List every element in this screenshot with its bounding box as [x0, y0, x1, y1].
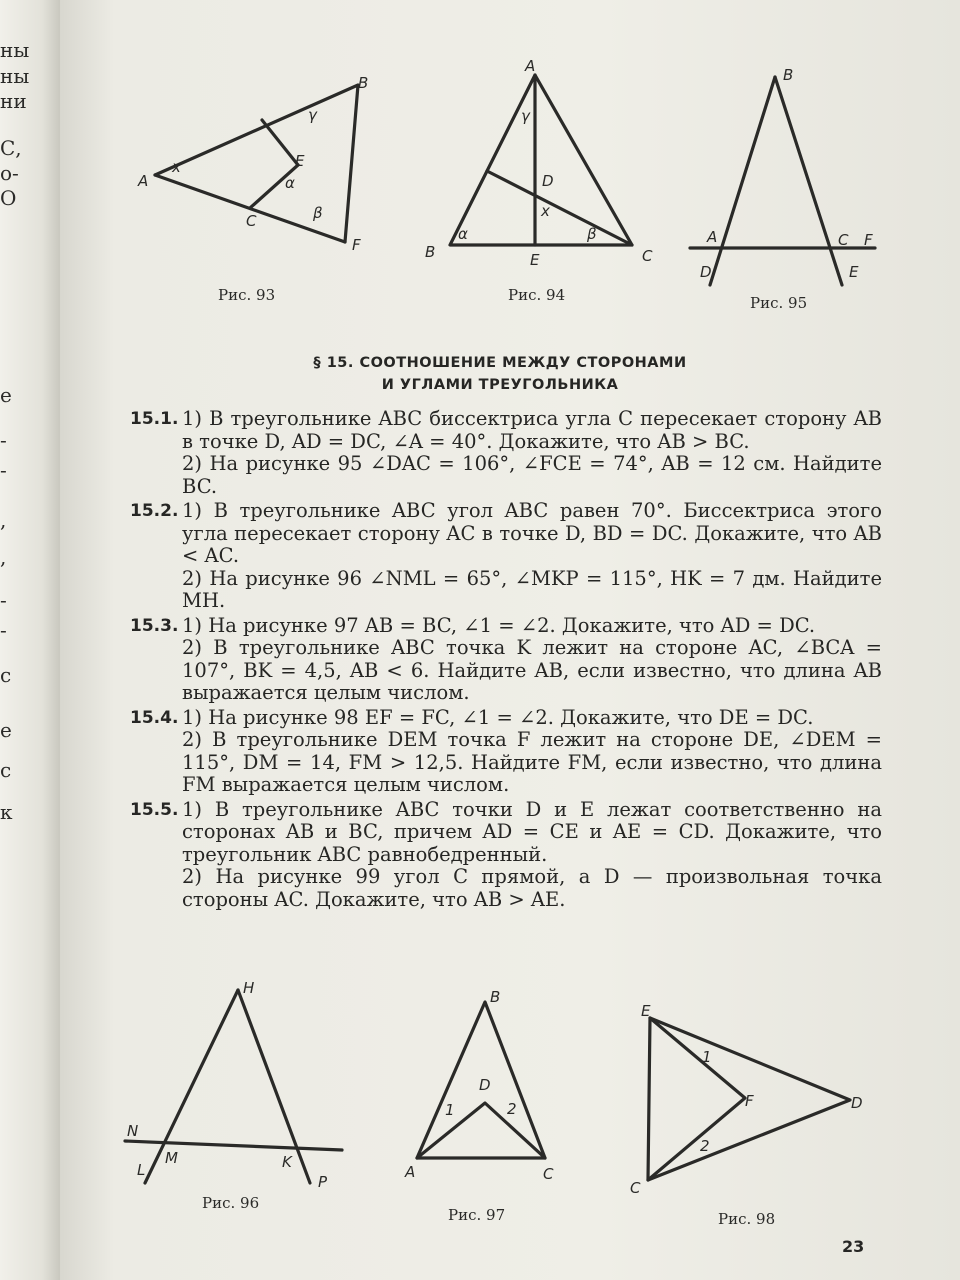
figure-94-caption: Рис. 94: [508, 286, 566, 304]
problem-number: 15.3.: [130, 615, 179, 636]
previous-page-fragment: с: [0, 758, 12, 782]
previous-page-fragment: -: [0, 618, 7, 642]
section-title-line-1: § 15. СООТНОШЕНИЕ МЕЖДУ СТОРОНАМИ: [313, 355, 687, 371]
fig93-label-B: B: [358, 74, 369, 92]
problem-part: 1) В треугольнике ABC биссектриса угла C пересекает сторону AB в точке D, AD = DC, ∠A = 40°. Докажите, что AB > BC.: [182, 407, 882, 453]
fig95-label-C: C: [838, 231, 849, 249]
fig96-label-P: P: [318, 1173, 328, 1191]
fig97-label-B: B: [490, 988, 501, 1006]
fig96-label-K: K: [282, 1153, 292, 1171]
figure-96-caption: Рис. 96: [202, 1194, 260, 1212]
fig96-label-M: M: [165, 1149, 178, 1167]
figure-97-caption: Рис. 97: [448, 1206, 506, 1224]
fig94-label-x: x: [541, 202, 550, 220]
fig98-label-D: D: [851, 1094, 863, 1112]
fig95-label-B: B: [783, 66, 794, 84]
problem-number: 15.2.: [130, 501, 179, 521]
fig94-label-beta: β: [587, 225, 597, 243]
previous-page-fragment: о-: [0, 161, 19, 185]
fig97-label-D: D: [479, 1076, 491, 1094]
fig96-label-H: H: [243, 979, 255, 997]
fig93-label-alpha: α: [285, 174, 295, 192]
problem-part: 2) На рисунке 99 угол C прямой, а D — произвольная точка стороны AC. Докажите, что AB > AE.: [182, 865, 882, 911]
fig93-label-E: E: [295, 152, 305, 170]
problem-15-2: [130, 500, 882, 613]
problem-part: 1) На рисунке 97 AB = BC, ∠1 = ∠2. Докажите, что AD = DC.: [182, 613, 816, 637]
figure-96: [120, 975, 355, 1190]
fig98-label-F: F: [745, 1092, 754, 1110]
fig94-label-alpha: α: [458, 225, 468, 243]
problem-part: 2) В треугольнике ABC точка K лежит на стороне AC, ∠BCA = 107°, BK = 4,5, AB < 6. Найдите AB, если известно, что длина AB выражается целым числом.: [182, 636, 882, 704]
fig98-label-2: 2: [700, 1137, 710, 1155]
previous-page-fragment: е: [0, 718, 12, 742]
problem-part: 1) На рисунке 98 EF = FC, ∠1 = ∠2. Докажите, что DE = DC.: [182, 705, 814, 729]
problem-number: 15.4.: [130, 707, 179, 728]
fig96-label-L: L: [137, 1161, 146, 1179]
fig93-label-A: A: [138, 172, 149, 190]
fig97-label-2: 2: [507, 1100, 517, 1118]
previous-page-fragment: ни: [0, 89, 27, 113]
previous-page-fragment: -: [0, 428, 7, 452]
fig94-label-B: B: [425, 243, 436, 261]
fig93-label-C: C: [246, 212, 257, 230]
figure-95-caption: Рис. 95: [750, 294, 808, 312]
section-title-line-2: И УГЛАМИ ТРЕУГОЛЬНИКА: [381, 377, 619, 393]
figure-94: [420, 55, 660, 270]
figure-93: [130, 60, 370, 280]
previous-page-fragment: С,: [0, 136, 22, 160]
problem-15-5: [130, 799, 882, 912]
fig97-label-A: A: [405, 1163, 416, 1181]
fig93-label-F: F: [352, 236, 361, 254]
fig97-label-C: C: [543, 1165, 554, 1183]
previous-page-fragment: с: [0, 663, 12, 687]
previous-page-fragment: к: [0, 800, 13, 824]
problem-part: 2) В треугольнике DEM точка F лежит на стороне DE, ∠DEM = 115°, DM = 14, FM > 12,5. Найдите FM, если известно, что длина FM выражается целым числом.: [182, 728, 882, 796]
figure-97: [400, 985, 570, 1195]
previous-page-fragment: О: [0, 186, 17, 210]
previous-page-fragment: ны: [0, 64, 30, 88]
figure-93-caption: Рис. 93: [218, 286, 276, 304]
figure-98: [625, 1000, 870, 1205]
problem-number: 15.5.: [130, 799, 179, 820]
previous-page-edge: [0, 0, 60, 1280]
previous-page-fragment: ,: [0, 508, 7, 532]
fig94-label-gamma: γ: [521, 107, 530, 125]
fig94-label-C: C: [642, 247, 653, 265]
problem-part: 1) В треугольнике ABC угол ABC равен 70°. Биссектриса этого угла пересекает сторону AC в точке D, BD = DC. Докажите, что AB < AC.: [182, 499, 882, 567]
fig93-label-beta: β: [313, 204, 323, 222]
figure-95: [690, 65, 890, 290]
previous-page-fragment: -: [0, 458, 7, 482]
problem-number: 15.1.: [130, 409, 179, 429]
figure-98-caption: Рис. 98: [718, 1210, 776, 1228]
fig94-label-D: D: [542, 172, 554, 190]
fig93-label-x: x: [172, 158, 181, 176]
section-title: [290, 352, 710, 396]
problem-part: 1) В треугольнике ABC точки D и E лежат соответственно на сторонах AB и BC, причем AD = CE и AE = CD. Докажите, что треугольник ABC равнобедренный.: [182, 797, 882, 866]
problem-part: 2) На рисунке 96 ∠NML = 65°, ∠MKP = 115°, HK = 7 дм. Найдите MH.: [182, 566, 882, 612]
previous-page-fragment: -: [0, 588, 7, 612]
fig95-label-E: E: [849, 263, 859, 281]
fig93-label-gamma: γ: [308, 106, 317, 124]
fig98-label-1: 1: [702, 1048, 712, 1066]
problem-15-4: [130, 707, 882, 797]
problem-15-1: [130, 408, 882, 498]
previous-page-fragment: ны: [0, 38, 30, 62]
fig95-label-D: D: [700, 263, 712, 281]
previous-page-fragment: ,: [0, 545, 7, 569]
fig95-label-F: F: [864, 231, 873, 249]
fig98-label-C: C: [630, 1179, 641, 1197]
fig98-label-E: E: [641, 1002, 651, 1020]
problem-15-3: [130, 615, 882, 705]
fig96-label-N: N: [127, 1122, 139, 1140]
problem-list: [130, 408, 882, 913]
problem-part: 2) На рисунке 95 ∠DAC = 106°, ∠FCE = 74°, AB = 12 см. Найдите BC.: [182, 452, 882, 498]
page-number: 23: [842, 1237, 865, 1256]
fig94-label-E: E: [530, 251, 540, 269]
fig95-label-A: A: [707, 228, 718, 246]
fig97-label-1: 1: [445, 1101, 455, 1119]
previous-page-fragment: е: [0, 383, 12, 407]
fig94-label-A: A: [525, 57, 536, 75]
